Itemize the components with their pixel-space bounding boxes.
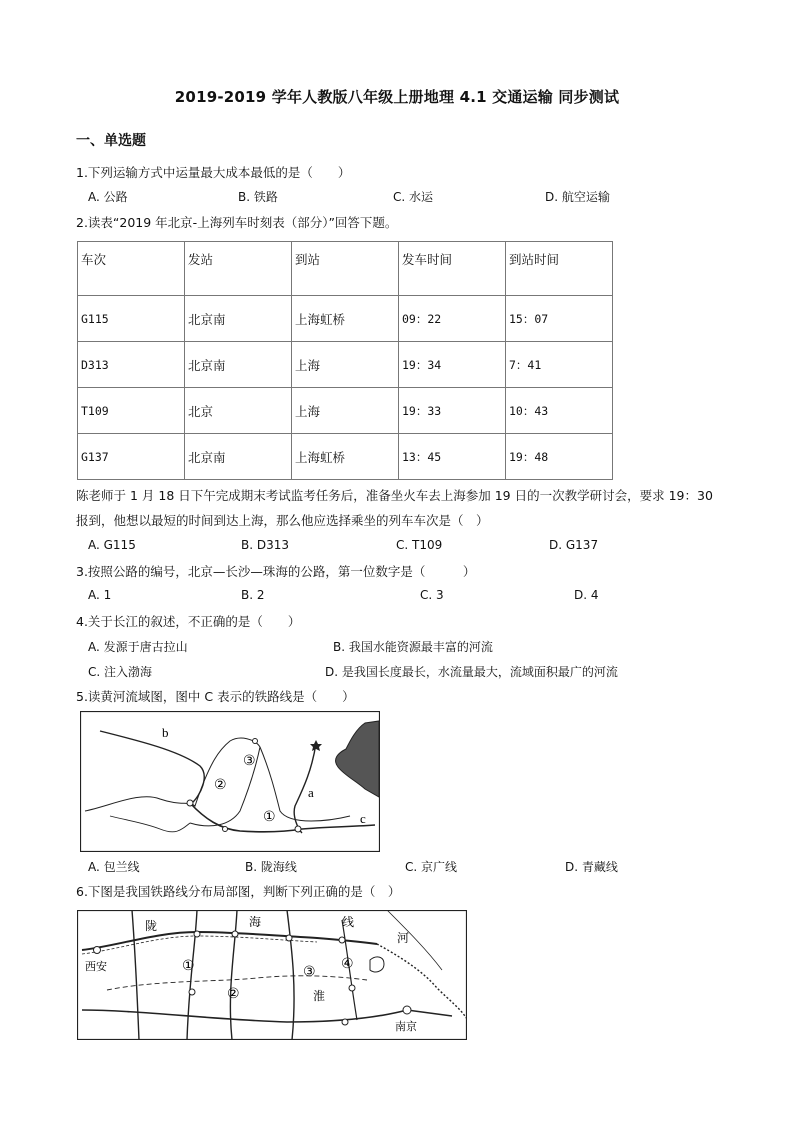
q4-option-d: D. 是我国长度最长，水流量最大，流域面积最广的河流	[325, 665, 618, 679]
q5-option-a: A. 包兰线	[88, 860, 140, 874]
table-cell: 13：45	[399, 434, 506, 480]
q2-option-d: D. G137	[549, 538, 599, 552]
q2-option-c: C. T109	[396, 538, 443, 552]
map-label-nanjing: 南京	[395, 1020, 417, 1033]
table-cell: G115	[78, 296, 185, 342]
section-heading: 一、单选题	[76, 133, 146, 149]
q1-option-d: D. 航空运输	[545, 190, 610, 204]
table-cell: 上海虹桥	[292, 296, 399, 342]
table-cell: T109	[78, 388, 185, 434]
question-6: 6.下图是我国铁路线分布局部图，判断下列正确的是（ ）	[76, 884, 401, 899]
table-header-cell: 发站	[185, 242, 292, 296]
q4-option-a: A. 发源于唐古拉山	[88, 640, 188, 654]
q3-option-c: C. 3	[420, 588, 444, 602]
table-cell: 7：41	[506, 342, 613, 388]
table-header-row	[78, 242, 613, 296]
q1-option-c: C. 水运	[393, 190, 434, 204]
q1-option-b: B. 铁路	[238, 190, 278, 204]
question-2-paragraph: 陈老师于 1 月 18 日下午完成期末考试监考任务后，准备坐火车去上海参加 19 日的一次教学研讨会，要求 19：30 报到，他想以最短的时间到达上海，那么他应选择乘坐的列车车次是（ ）	[76, 488, 713, 528]
table-cell: 19：33	[399, 388, 506, 434]
map-label-4: ④	[341, 956, 354, 972]
q3-option-d: D. 4	[574, 588, 599, 602]
q4-option-b: B. 我国水能资源最丰富的河流	[333, 640, 493, 654]
table-cell: 19：48	[506, 434, 613, 480]
map-label-b: b	[162, 725, 169, 740]
map-label-2: ②	[227, 986, 240, 1002]
table-cell: G137	[78, 434, 185, 480]
table-cell: 北京南	[185, 342, 292, 388]
table-cell: 北京	[185, 388, 292, 434]
question-1: 1.下列运输方式中运量最大成本最低的是（ ）	[76, 165, 351, 180]
question-2: 2.读表“2019 年北京-上海列车时刻表（部分）”回答下题。	[76, 215, 398, 230]
table-row	[78, 388, 613, 434]
q4-option-c: C. 注入渤海	[88, 665, 153, 679]
table-cell: 北京南	[185, 434, 292, 480]
map-label-1: ①	[263, 809, 276, 825]
table-header-cell: 发车时间	[399, 242, 506, 296]
q2-option-a: A. G115	[88, 538, 136, 552]
map-label-3: ③	[303, 964, 316, 980]
table-header-cell: 到站	[292, 242, 399, 296]
map-label-he: 河	[397, 931, 410, 945]
q3-option-b: B. 2	[241, 588, 265, 602]
table-row	[78, 434, 613, 480]
table-cell: 上海	[292, 388, 399, 434]
table-row	[78, 342, 613, 388]
map-label-2: ②	[214, 777, 227, 793]
table-cell: D313	[78, 342, 185, 388]
map-label-hai: 海	[249, 915, 262, 929]
map-label-xian-line: 线	[342, 915, 355, 929]
map-label-1: ①	[182, 958, 195, 974]
table-row	[78, 296, 613, 342]
map-label-huai: 淮	[313, 989, 326, 1003]
map-label-long: 陇	[145, 919, 158, 933]
table-header-cell: 车次	[78, 242, 185, 296]
table-cell: 19：34	[399, 342, 506, 388]
q5-option-c: C. 京广线	[405, 860, 458, 874]
question-4: 4.关于长江的叙述，不正确的是（ ）	[76, 614, 301, 629]
table-cell: 北京南	[185, 296, 292, 342]
map-label-a: a	[308, 785, 314, 800]
map-label-c: c	[360, 811, 366, 826]
q1-option-a: A. 公路	[88, 190, 128, 204]
yellow-river-basin-map	[80, 711, 380, 852]
q5-option-b: B. 陇海线	[245, 860, 297, 874]
table-cell: 09：22	[399, 296, 506, 342]
document-title: 2019-2019 学年人教版八年级上册地理 4.1 交通运输 同步测试	[174, 88, 620, 106]
table-cell: 10：43	[506, 388, 613, 434]
question-5: 5.读黄河流域图，图中 C 表示的铁路线是（ ）	[76, 689, 355, 704]
q3-option-a: A. 1	[88, 588, 112, 602]
map-label-xian: 西安	[85, 960, 107, 973]
table-cell: 上海虹桥	[292, 434, 399, 480]
question-3: 3.按照公路的编号，北京—长沙—珠海的公路，第一位数字是（ ）	[76, 564, 476, 579]
map-label-3: ③	[243, 753, 256, 769]
table-cell: 15：07	[506, 296, 613, 342]
railway-distribution-map	[77, 910, 467, 1040]
table-header-cell: 到站时间	[506, 242, 613, 296]
q5-option-d: D. 青藏线	[565, 860, 618, 874]
train-timetable	[77, 241, 613, 480]
table-cell: 上海	[292, 342, 399, 388]
q2-option-b: B. D313	[241, 538, 290, 552]
